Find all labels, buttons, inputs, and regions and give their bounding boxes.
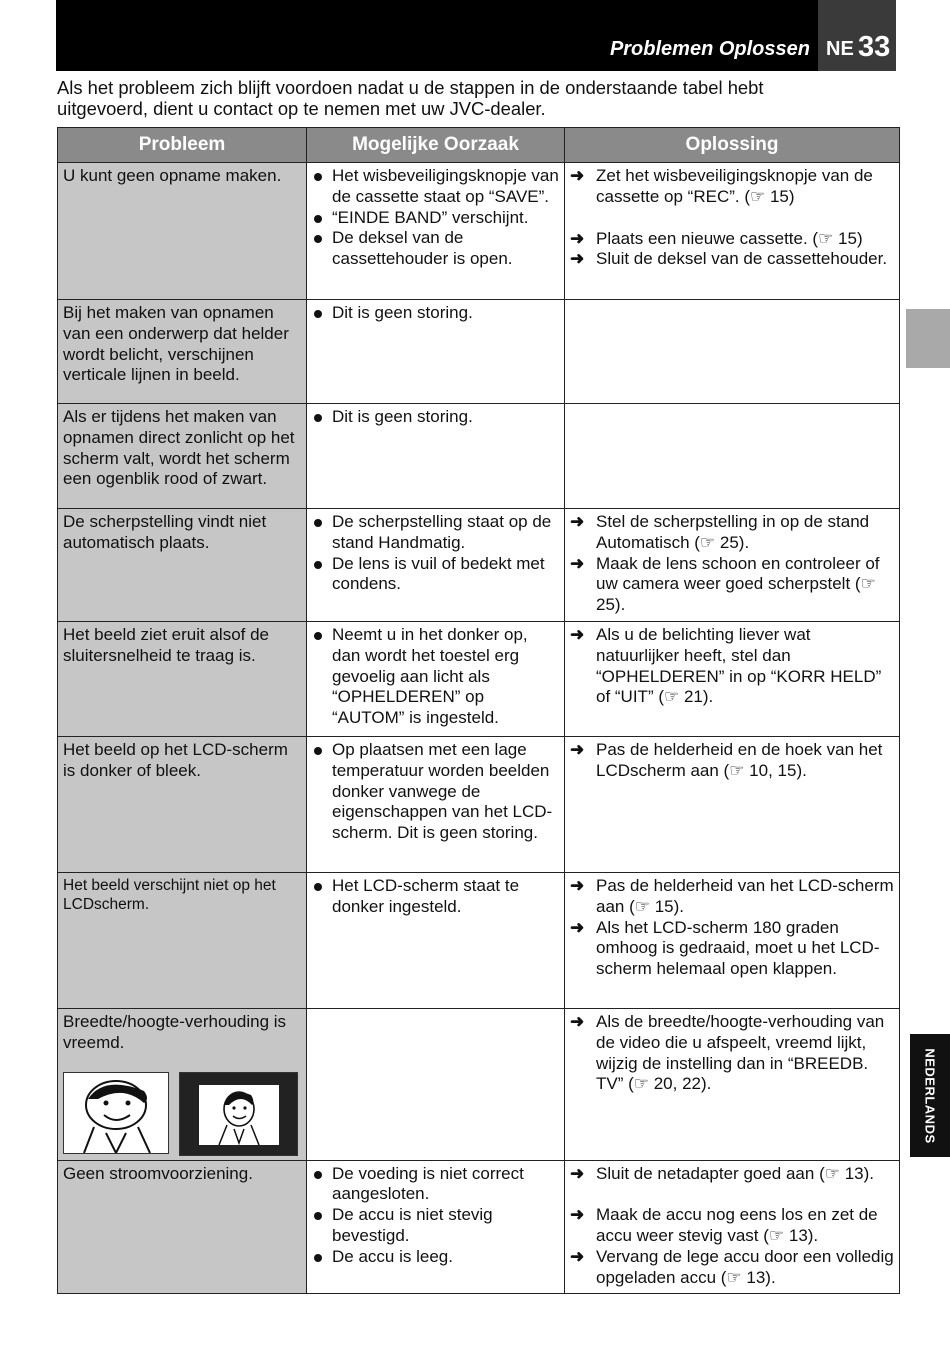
problem-cell: Het beeld verschijnt niet op het LCDscherm. [58,873,307,1009]
arrow-icon: ➜ [570,917,585,937]
cause-item: Het LCD-scherm staat te donker ingesteld. [312,876,559,918]
solution-item [570,554,894,616]
page-number: 33 [858,31,891,63]
cause-item: De accu is niet stevig bevestigd. [312,1205,559,1247]
arrow-icon: ➜ [570,1205,585,1225]
table-row [58,300,900,404]
solution-item [570,918,894,980]
solution-cell [565,737,900,873]
cause-item: Dit is geen storing. [312,407,559,428]
solution-cell [565,509,900,622]
table-row [58,1160,900,1293]
solution-item [570,876,894,918]
solution-cell [565,163,900,300]
solution-text: Maak de lens schoon en controleer of uw camera weer goed scherpstelt (☞ 25). [596,553,880,615]
problem-cell [58,1009,307,1161]
column-header-problem: Probleem [58,128,307,163]
arrow-icon: ➜ [570,553,585,573]
cause-cell [307,509,565,622]
arrow-icon: ➜ [570,249,585,269]
solution-text: Vervang de lege accu door een volledig opgeladen accu (☞ 13). [596,1246,894,1287]
problem-cell: De scherpstelling vindt niet automatisch plaats. [58,509,307,622]
cause-cell [307,163,565,300]
arrow-icon: ➜ [570,625,585,644]
problem-cell: Geen stroomvoorziening. [58,1160,307,1293]
column-header-cause: Mogelijke Oorzaak [307,128,565,163]
cause-item: De lens is vuil of bedekt met condens. [312,554,559,596]
solution-item [570,1205,894,1247]
solution-item [570,166,894,208]
table-row [58,737,900,873]
cause-item: De deksel van de cassettehouder is open. [312,228,559,270]
solution-item [570,249,894,270]
solution-cell [565,1009,900,1161]
cause-item: Dit is geen storing. [312,303,559,324]
solution-item [570,740,894,782]
problem-text: Breedte/hoogte-verhouding is vreemd. [63,1012,287,1052]
table-row [58,873,900,1009]
solution-item [570,1164,894,1185]
solution-text: Als het LCD-scherm 180 graden omhoog is gedraaid, moet u het LCD-scherm helemaal open klappen. [596,917,880,979]
solution-cell [565,1160,900,1293]
solution-text: Sluit de netadapter goed aan (☞ 13). [596,1163,874,1183]
side-tab-marker [906,309,950,368]
solution-text: Maak de accu nog eens los en zet de accu weer stevig vast (☞ 13). [596,1205,878,1246]
column-header-solution: Oplossing [565,128,900,163]
solution-item [570,1247,894,1289]
table-row [58,1009,900,1161]
header-bar [56,0,818,71]
arrow-icon: ➜ [570,876,585,895]
stretched-face-illustration [63,1072,169,1154]
cause-item: Op plaatsen met een lage temperatuur worden beelden donker vanwege de eigenschappen van het LCD-scherm. Dit is geen storing. [312,740,559,844]
solution-text: Pas de helderheid van het LCD-scherm aan (☞ 15). [596,876,894,916]
problem-cell: Het beeld op het LCD-scherm is donker of bleek. [58,737,307,873]
cause-item: “EINDE BAND” verschijnt. [312,208,559,229]
solution-item [570,512,894,554]
solution-text: Pas de helderheid en de hoek van het LCDscherm aan (☞ 10, 15). [596,740,883,780]
cause-cell [307,873,565,1009]
face-icon [199,1085,279,1145]
solution-item [570,625,894,708]
aspect-ratio-illustrations [63,1072,301,1156]
stretched-face-icon [64,1073,168,1153]
page-number-box [818,0,896,71]
solution-cell [565,404,900,509]
table-header-row [58,128,900,163]
problem-cell: Bij het maken van opnamen van een onderwerp dat helder wordt belicht, verschijnen verticale lijnen in beeld. [58,300,307,404]
letterbox-screen [199,1085,279,1145]
language-side-tab [910,1034,950,1157]
solution-text: Plaats een nieuwe cassette. (☞ 15) [596,228,863,248]
solution-text: Zet het wisbeveiligingsknopje van de cassette op “REC”. (☞ 15) [596,166,873,206]
cause-item: De scherpstelling staat op de stand Handmatig. [312,512,559,554]
intro-text: Als het probleem zich blijft voordoen nadat u de stappen in de onderstaande tabel hebt uitgevoerd, dient u contact op te nemen met uw JVC-dealer. [57,77,764,119]
solution-item [570,229,894,250]
arrow-icon: ➜ [570,166,585,185]
solution-cell [565,300,900,404]
solution-cell [565,873,900,1009]
arrow-icon: ➜ [570,512,585,531]
table-row [58,163,900,300]
cause-cell [307,1009,565,1161]
solution-item [570,1012,894,1095]
problem-cell: Het beeld ziet eruit alsof de sluitersnelheid te traag is. [58,622,307,737]
section-title: Problemen Oplossen [609,38,810,60]
cause-cell [307,622,565,737]
table-row [58,622,900,737]
problem-cell: U kunt geen opname maken. [58,163,307,300]
arrow-icon: ➜ [570,1012,585,1031]
solution-text: Sluit de deksel van de cassettehouder. [596,249,888,269]
arrow-icon: ➜ [570,740,585,759]
cause-item: Het wisbeveiligingsknopje van de cassette staat op “SAVE”. [312,166,559,208]
cause-item: Neemt u in het donker op, dan wordt het toestel erg gevoelig aan licht als “OPHELDEREN” op “AUTOM” is ingesteld. [312,625,559,729]
solution-cell [565,622,900,737]
table-row [58,509,900,622]
language-side-tab-label: NEDERLANDS [922,1047,938,1144]
cause-cell [307,737,565,873]
solution-text: Als u de belichting liever wat natuurlijker heeft, stel dan “OPHELDEREN” in op “KORR HELD” of “UIT” (☞ 21). [596,625,882,707]
solution-text: Als de breedte/hoogte-verhouding van de video die u afspeelt, vreemd lijkt, wijzig de instelling dan in “BREEDB. TV” (☞ 20, 22). [596,1012,885,1094]
solution-text: Stel de scherpstelling in op de stand Automatisch (☞ 25). [596,512,870,552]
table-row [58,404,900,509]
arrow-icon: ➜ [570,1246,585,1266]
language-code: NE [826,38,854,60]
arrow-icon: ➜ [570,1163,585,1183]
arrow-icon: ➜ [570,228,585,248]
troubleshooting-table [57,127,900,1294]
cause-cell [307,404,565,509]
problem-cell: Als er tijdens het maken van opnamen direct zonlicht op het scherm valt, wordt het scherm een ogenblik rood of zwart. [58,404,307,509]
cause-cell [307,300,565,404]
cause-item: De accu is leeg. [312,1247,559,1268]
cause-cell [307,1160,565,1293]
cause-item: De voeding is niet correct aangesloten. [312,1164,559,1206]
letterbox-face-illustration [179,1072,298,1156]
